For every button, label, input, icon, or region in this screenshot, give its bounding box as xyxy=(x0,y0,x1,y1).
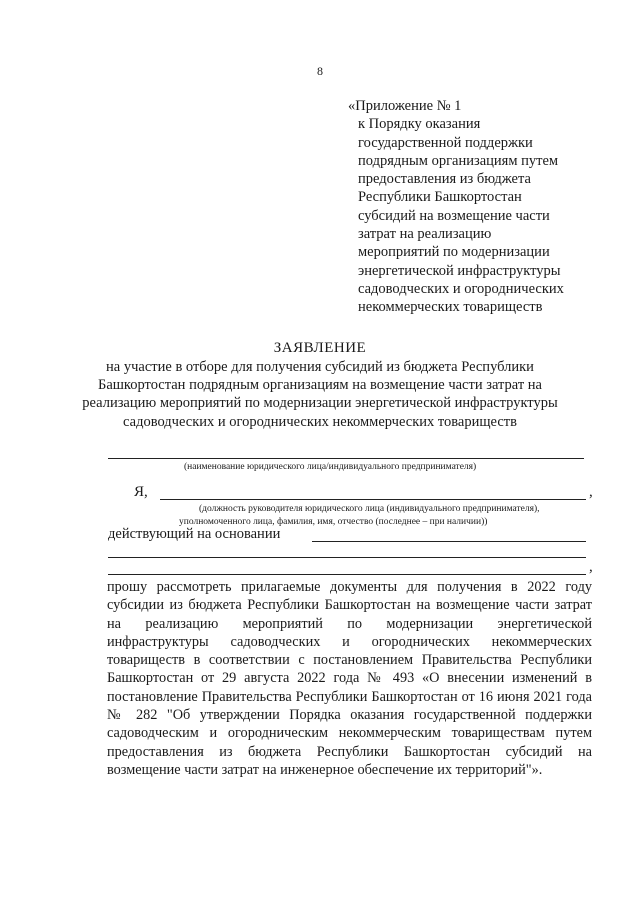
org-name-caption: (наименование юридического лица/индивидуального предпринимателя) xyxy=(184,462,477,472)
appendix-line: государственной поддержки xyxy=(358,134,533,151)
page-number: 8 xyxy=(317,64,323,78)
appendix-line: энергетической инфраструктуры xyxy=(358,262,561,279)
acting-basis-field-line[interactable] xyxy=(312,541,586,542)
document-subtitle: на участие в отборе для получения субсидий из бюджета Республики Башкортостан подрядным организациям на возмещение части затрат на реализацию мероприятий по модернизации энергетической инфраструктуры садоводческих и огороднических некоммерческих товариществ xyxy=(82,359,558,430)
acting-basis-comma: , xyxy=(589,559,593,575)
position-field-line[interactable] xyxy=(160,499,586,500)
position-comma: , xyxy=(589,484,593,500)
acting-basis-field-line-2[interactable] xyxy=(108,557,586,558)
appendix-line: субсидий на возмещение части xyxy=(358,207,550,224)
appendix-line: «Приложение № 1 xyxy=(348,98,462,114)
position-caption-line-2: уполномоченного лица, фамилия, имя, отчество (последнее – при наличии)) xyxy=(179,517,488,527)
acting-basis-field-line-3[interactable] xyxy=(108,574,586,575)
acting-basis-label: действующий на основании xyxy=(108,526,281,542)
appendix-block xyxy=(348,97,608,317)
appendix-line: затрат на реализацию xyxy=(358,226,492,243)
position-caption-line-1: (должность руководителя юридического лица (индивидуального предпринимателя), xyxy=(199,504,540,514)
appendix-line: подрядным организациям путем xyxy=(358,152,559,169)
appendix-line: некоммерческих товариществ xyxy=(358,299,543,316)
appendix-line: садоводческих и огороднических xyxy=(358,280,564,297)
request-body-text: прошу рассмотреть прилагаемые документы для получения в 2022 году субсидии из бюджета Республики Башкортостан на возмещение части затрат на реализацию мероприятий по модернизации энергетической инфраструктуры садоводческих и огороднических некоммерческих товариществ в соответствии с постановлением Правительства Республики Башкортостан от 29 августа 2022 года № 493 «О внесении изменений в постановление Правительства Республики Башкортостан от 16 июня 2021 года № 282 "Об утверждении Порядка оказания государственной поддержки садоводческим и огородническим некоммерческим товариществам путем предоставления из бюджета Республики Башкортостан субсидий на возмещение части затрат на инженерное обеспечение их территорий"». xyxy=(107,579,592,778)
appendix-line: предоставления из бюджета xyxy=(358,171,531,188)
appendix-line: к Порядку оказания xyxy=(358,116,481,133)
appendix-line: Республики Башкортостан xyxy=(358,189,522,206)
ya-label: Я, xyxy=(134,484,148,500)
appendix-line: мероприятий по модернизации xyxy=(358,244,550,261)
org-name-field-line[interactable] xyxy=(108,458,584,459)
document-title: ЗАЯВЛЕНИЕ xyxy=(273,340,367,356)
